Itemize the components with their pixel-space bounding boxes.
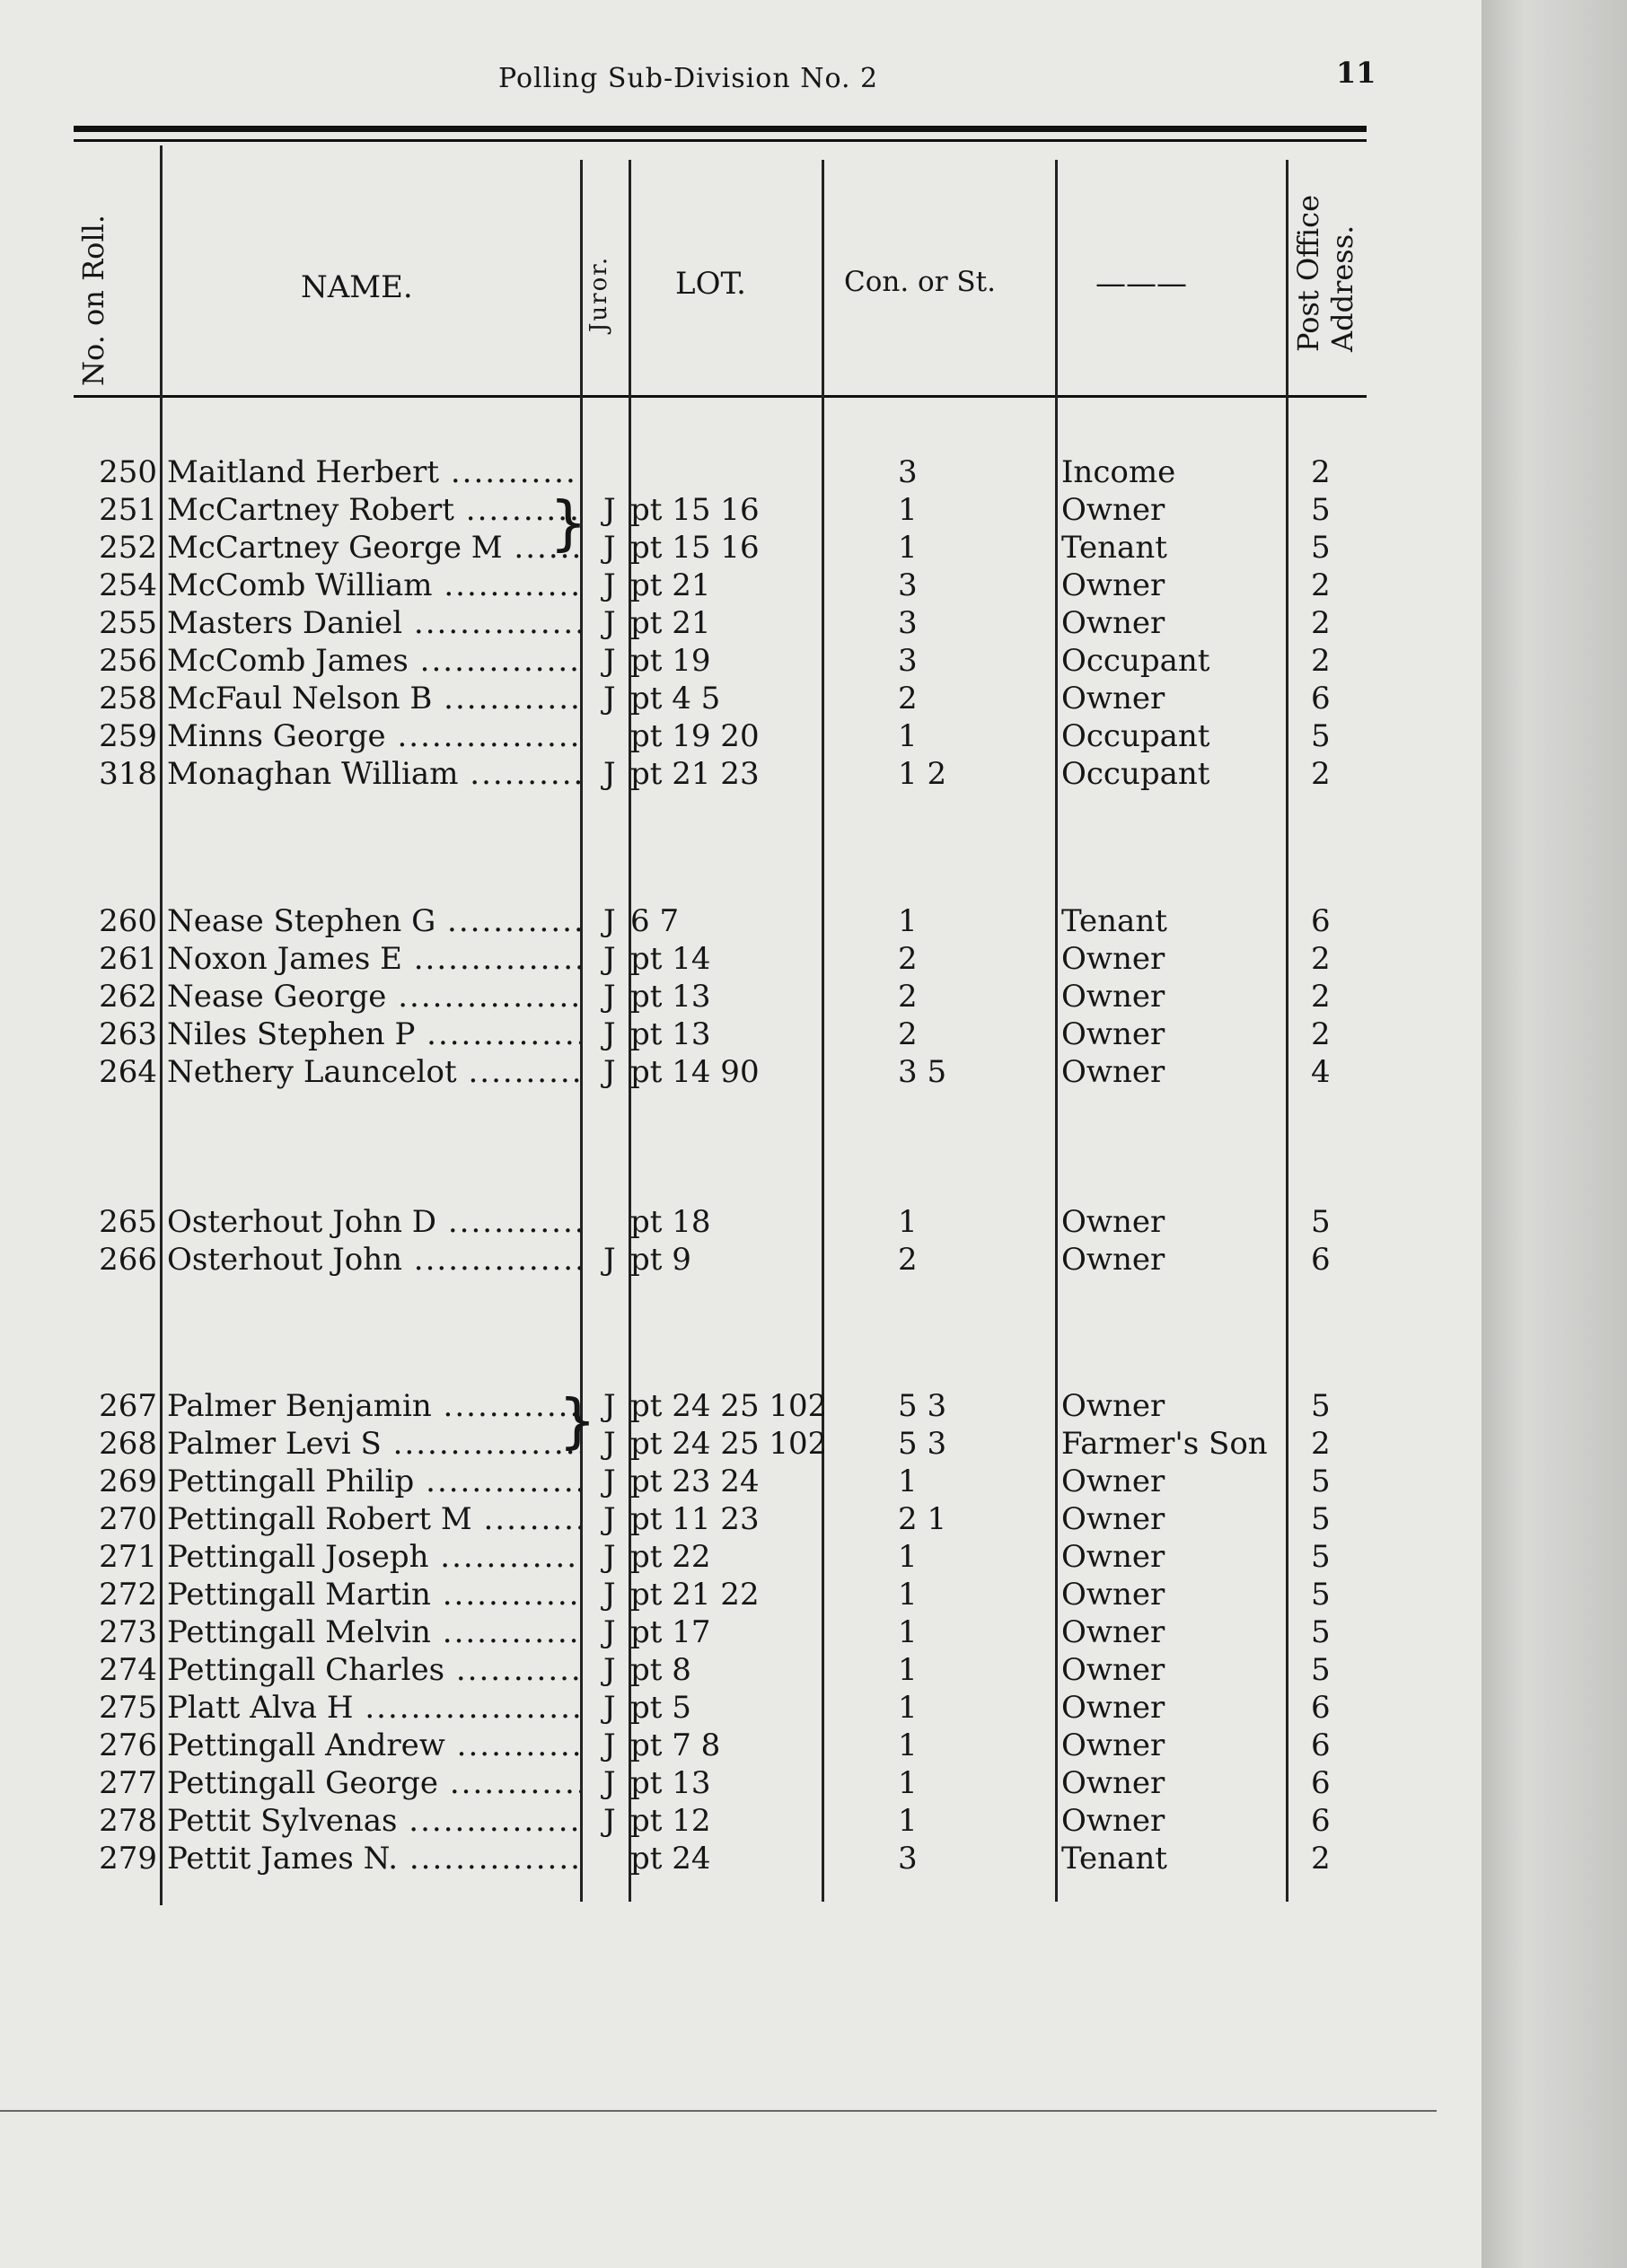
voter-name: Pettingall Martin .....: [167, 1576, 580, 1613]
voter-name: Pettingall Robert M .....: [167, 1500, 580, 1538]
lot-value: pt 18: [630, 1204, 711, 1240]
qualification-value: Owner: [1061, 1388, 1165, 1424]
qualification-value: Owner: [1061, 1727, 1165, 1763]
juror-mark: J: [603, 681, 616, 716]
roll-number: 250: [99, 454, 157, 490]
post-office-value: 5: [1311, 1652, 1331, 1688]
post-office-value: 5: [1311, 1614, 1331, 1650]
table-row: [0, 453, 1401, 491]
lot-value: pt 4 5: [630, 681, 721, 716]
roll-number: 254: [99, 567, 157, 603]
concession-value: 1: [898, 1690, 918, 1726]
post-office-value: 6: [1311, 681, 1331, 716]
roll-number: 265: [99, 1204, 157, 1240]
table-row: [0, 1015, 1401, 1053]
table-row: [0, 1538, 1401, 1576]
qualification-value: Occupant: [1061, 643, 1210, 679]
table-row: [0, 1463, 1401, 1500]
concession-value: 3: [898, 567, 918, 603]
table-row: [0, 642, 1401, 680]
voter-name: Pettingall George .....: [167, 1764, 580, 1802]
post-office-value: 6: [1311, 903, 1331, 939]
post-office-value: 2: [1311, 605, 1331, 641]
table-row: [0, 1613, 1401, 1651]
roll-number: 259: [99, 718, 157, 754]
qualification-value: Owner: [1061, 1464, 1165, 1499]
concession-value: 2: [898, 941, 918, 977]
table-row: [0, 567, 1401, 604]
qualification-value: Owner: [1061, 979, 1165, 1015]
lot-value: pt 21 23: [630, 756, 760, 792]
juror-mark: J: [603, 979, 616, 1015]
lot-value: pt 5: [630, 1690, 691, 1726]
concession-value: 1: [898, 530, 918, 566]
lot-value: pt 22: [630, 1539, 711, 1575]
qualification-value: Owner: [1061, 605, 1165, 641]
post-office-value: 2: [1311, 567, 1331, 603]
table-row: [0, 1651, 1401, 1689]
roll-number: 276: [99, 1727, 157, 1763]
post-office-value: 2: [1311, 454, 1331, 490]
concession-value: 1: [898, 1765, 918, 1801]
page-number: 11: [1336, 56, 1376, 90]
table-row: [0, 978, 1401, 1015]
lot-value: pt 9: [630, 1242, 691, 1278]
qualification-value: Owner: [1061, 1614, 1165, 1650]
lot-value: pt 15 16: [630, 492, 760, 528]
lot-value: pt 13: [630, 1765, 711, 1801]
qualification-value: Owner: [1061, 1577, 1165, 1613]
lot-value: pt 24: [630, 1841, 711, 1877]
roll-number: 277: [99, 1765, 157, 1801]
juror-mark: J: [603, 1388, 616, 1424]
roll-number: 256: [99, 643, 157, 679]
qualification-value: Owner: [1061, 1690, 1165, 1726]
voter-name: Pettingall Joseph .....: [167, 1538, 580, 1576]
roll-number: 251: [99, 492, 157, 528]
post-office-value: 2: [1311, 979, 1331, 1015]
post-office-value: 5: [1311, 1577, 1331, 1613]
concession-value: 5 3: [898, 1426, 947, 1462]
post-office-value: 6: [1311, 1727, 1331, 1763]
concession-value: 1: [898, 1464, 918, 1499]
table-row: [0, 604, 1401, 642]
column-header-juror: Juror.: [585, 255, 612, 332]
post-office-value: 5: [1311, 1464, 1331, 1499]
voter-name: McCartney George M .....: [167, 529, 580, 567]
roll-number: 275: [99, 1690, 157, 1726]
roll-number: 266: [99, 1242, 157, 1278]
lot-value: pt 11 23: [630, 1501, 760, 1537]
qualification-value: Owner: [1061, 1204, 1165, 1240]
table-row: [0, 1689, 1401, 1727]
table-row: [0, 491, 1401, 529]
concession-value: 1: [898, 718, 918, 754]
lot-value: pt 13: [630, 1016, 711, 1052]
post-office-value: 2: [1311, 1426, 1331, 1462]
juror-mark: J: [603, 605, 616, 641]
voter-name: Palmer Levi S .....: [167, 1425, 580, 1463]
table-row: [0, 529, 1401, 567]
voter-name: Pettingall Charles .....: [167, 1651, 580, 1689]
concession-value: 3: [898, 454, 918, 490]
address-label: Address.: [1325, 224, 1359, 352]
concession-value: 3 5: [898, 1054, 947, 1090]
roll-number: 261: [99, 941, 157, 977]
voter-name: Nease George .....: [167, 978, 580, 1015]
juror-mark: J: [603, 1426, 616, 1462]
post-office-value: 5: [1311, 1204, 1331, 1240]
post-office-value: 2: [1311, 1841, 1331, 1877]
lot-value: pt 15 16: [630, 530, 760, 566]
table-row: [0, 1053, 1401, 1091]
post-office-value: 6: [1311, 1803, 1331, 1839]
table-row: [0, 1840, 1401, 1877]
juror-mark: J: [603, 1501, 616, 1537]
qualification-value: Owner: [1061, 1652, 1165, 1688]
lot-value: pt 19 20: [630, 718, 760, 754]
voter-name: Pettit Sylvenas .....: [167, 1802, 580, 1840]
juror-mark: J: [603, 1539, 616, 1575]
concession-value: 2: [898, 1242, 918, 1278]
juror-mark: J: [603, 1652, 616, 1688]
post-office-value: 6: [1311, 1242, 1331, 1278]
post-office-value: 5: [1311, 1388, 1331, 1424]
qualification-value: Owner: [1061, 681, 1165, 716]
roll-number: 272: [99, 1577, 157, 1613]
juror-mark: J: [603, 1016, 616, 1052]
table-row: [0, 1576, 1401, 1613]
lot-value: pt 12: [630, 1803, 711, 1839]
column-header-roll-no: No. on Roll.: [76, 214, 110, 386]
concession-value: 1: [898, 1577, 918, 1613]
roll-number: 269: [99, 1464, 157, 1499]
concession-value: 5 3: [898, 1388, 947, 1424]
juror-mark: J: [603, 1242, 616, 1278]
voter-name: McFaul Nelson B .....: [167, 680, 580, 717]
lot-value: pt 24 25 102: [630, 1388, 828, 1424]
juror-mark: J: [603, 1803, 616, 1839]
lot-value: pt 8: [630, 1652, 691, 1688]
voter-name: Minns George .....: [167, 717, 580, 755]
voter-name: Pettingall Philip .....: [167, 1463, 580, 1500]
post-office-value: 2: [1311, 1016, 1331, 1052]
qualification-value: Owner: [1061, 1501, 1165, 1537]
juror-mark: J: [603, 1765, 616, 1801]
qualification-value: Tenant: [1061, 530, 1167, 566]
juror-mark: J: [603, 530, 616, 566]
lot-value: 6 7: [630, 903, 680, 939]
lot-value: pt 13: [630, 979, 711, 1015]
post-office-value: 5: [1311, 530, 1331, 566]
qualification-value: Owner: [1061, 1539, 1165, 1575]
lot-value: pt 24 25 102: [630, 1426, 828, 1462]
roll-number: 273: [99, 1614, 157, 1650]
juror-mark: J: [603, 1577, 616, 1613]
table-row: [0, 902, 1401, 940]
concession-value: 1: [898, 1727, 918, 1763]
concession-value: 1: [898, 1204, 918, 1240]
juror-mark: J: [603, 1727, 616, 1763]
roll-number: 267: [99, 1388, 157, 1424]
column-header-post-office: [1291, 195, 1359, 352]
table-row: [0, 755, 1401, 793]
concession-value: 3: [898, 605, 918, 641]
column-header-lot: LOT.: [675, 266, 746, 302]
roll-number: 271: [99, 1539, 157, 1575]
concession-value: 1: [898, 492, 918, 528]
voter-name: Monaghan William .....: [167, 755, 580, 793]
roll-number: 279: [99, 1841, 157, 1877]
lot-value: pt 7 8: [630, 1727, 721, 1763]
lot-value: pt 19: [630, 643, 711, 679]
voter-name: Masters Daniel .....: [167, 604, 580, 642]
table-row: [0, 1500, 1401, 1538]
voter-name: Pettingall Andrew .....: [167, 1727, 580, 1764]
concession-value: 1: [898, 1614, 918, 1650]
post-office-value: 6: [1311, 1765, 1331, 1801]
juror-mark: J: [603, 567, 616, 603]
column-header-con: Con. or St.: [844, 266, 996, 298]
concession-value: 2: [898, 1016, 918, 1052]
header-bottom-rule: [74, 395, 1367, 398]
post-office-label: Post Office: [1291, 194, 1325, 352]
juror-mark: J: [603, 1690, 616, 1726]
voter-name: Platt Alva H .....: [167, 1689, 580, 1727]
qualification-value: Owner: [1061, 1765, 1165, 1801]
voter-name: Pettit James N. .....: [167, 1840, 580, 1877]
juror-mark: J: [603, 643, 616, 679]
voter-name: Nethery Launcelot .....: [167, 1053, 580, 1091]
voter-name: Noxon James E .....: [167, 940, 580, 978]
qualification-value: Tenant: [1061, 903, 1167, 939]
qualification-value: Owner: [1061, 1803, 1165, 1839]
juror-mark: J: [603, 1054, 616, 1090]
concession-value: 1: [898, 1652, 918, 1688]
qualification-value: Farmer's Son: [1061, 1426, 1268, 1462]
qualification-value: Owner: [1061, 1054, 1165, 1090]
table-row: [0, 1241, 1401, 1279]
top-rule-thin: [74, 139, 1367, 142]
page-bottom-rule: [0, 2110, 1437, 2112]
concession-value: 3: [898, 1841, 918, 1877]
post-office-value: 4: [1311, 1054, 1331, 1090]
roll-number: 318: [99, 756, 157, 792]
roll-number: 278: [99, 1803, 157, 1839]
lot-value: pt 21: [630, 567, 711, 603]
qualification-value: Owner: [1061, 567, 1165, 603]
post-office-value: 5: [1311, 1501, 1331, 1537]
concession-value: 2 1: [898, 1501, 947, 1537]
voter-name: Niles Stephen P .....: [167, 1015, 580, 1053]
qualification-value: Owner: [1061, 1016, 1165, 1052]
concession-value: 1: [898, 1803, 918, 1839]
qualification-value: Occupant: [1061, 718, 1210, 754]
juror-mark: J: [603, 492, 616, 528]
juror-mark: J: [603, 903, 616, 939]
voter-name: Osterhout John D .....: [167, 1203, 580, 1241]
table-row: [0, 1425, 1401, 1463]
bracket-icon: }: [558, 1386, 596, 1455]
voter-name: Palmer Benjamin .....: [167, 1387, 580, 1425]
bracket-icon: }: [550, 488, 587, 558]
page-title: Polling Sub-Division No. 2: [498, 63, 879, 94]
qualification-value: Owner: [1061, 941, 1165, 977]
concession-value: 1: [898, 903, 918, 939]
table-row: [0, 1727, 1401, 1764]
roll-number: 263: [99, 1016, 157, 1052]
juror-mark: J: [603, 756, 616, 792]
juror-mark: J: [603, 1464, 616, 1499]
juror-mark: J: [603, 941, 616, 977]
voter-name: Maitland Herbert .....: [167, 453, 580, 491]
voter-name: Pettingall Melvin .....: [167, 1613, 580, 1651]
lot-value: pt 23 24: [630, 1464, 760, 1499]
column-header-name: NAME.: [301, 269, 413, 305]
roll-number: 268: [99, 1426, 157, 1462]
roll-number: 274: [99, 1652, 157, 1688]
post-office-value: 2: [1311, 756, 1331, 792]
table-row: [0, 717, 1401, 755]
post-office-value: 2: [1311, 941, 1331, 977]
roll-number: 270: [99, 1501, 157, 1537]
voter-name: Nease Stephen G .....: [167, 902, 580, 940]
qualification-value: Occupant: [1061, 756, 1210, 792]
table-row: [0, 1387, 1401, 1425]
qualification-value: Owner: [1061, 1242, 1165, 1278]
voter-name: McComb James .....: [167, 642, 580, 680]
qualification-value: Tenant: [1061, 1841, 1167, 1877]
concession-value: 2: [898, 681, 918, 716]
post-office-value: 5: [1311, 1539, 1331, 1575]
post-office-value: 2: [1311, 643, 1331, 679]
roll-number: 258: [99, 681, 157, 716]
lot-value: pt 14 90: [630, 1054, 760, 1090]
lot-value: pt 17: [630, 1614, 711, 1650]
table-row: [0, 680, 1401, 717]
voter-name: McCartney Robert .....: [167, 491, 580, 529]
roll-number: 262: [99, 979, 157, 1015]
post-office-value: 5: [1311, 492, 1331, 528]
qualification-value: Income: [1061, 454, 1176, 490]
table-row: [0, 1802, 1401, 1840]
book-page-edge: [1482, 0, 1627, 2268]
voter-name: McComb William .....: [167, 567, 580, 604]
qualification-value: Owner: [1061, 492, 1165, 528]
column-header-type: ———: [1095, 266, 1187, 302]
lot-value: pt 21: [630, 605, 711, 641]
roll-number: 252: [99, 530, 157, 566]
table-row: [0, 1764, 1401, 1802]
concession-value: 1: [898, 1539, 918, 1575]
lot-value: pt 14: [630, 941, 711, 977]
juror-mark: J: [603, 1614, 616, 1650]
roll-number: 264: [99, 1054, 157, 1090]
table-row: [0, 1203, 1401, 1241]
post-office-value: 5: [1311, 718, 1331, 754]
post-office-value: 6: [1311, 1690, 1331, 1726]
concession-value: 1 2: [898, 756, 947, 792]
roll-number: 260: [99, 903, 157, 939]
concession-value: 3: [898, 643, 918, 679]
roll-number: 255: [99, 605, 157, 641]
lot-value: pt 21 22: [630, 1577, 760, 1613]
voter-name: Osterhout John .....: [167, 1241, 580, 1279]
table-row: [0, 940, 1401, 978]
top-rule-thick: [74, 126, 1367, 132]
concession-value: 2: [898, 979, 918, 1015]
